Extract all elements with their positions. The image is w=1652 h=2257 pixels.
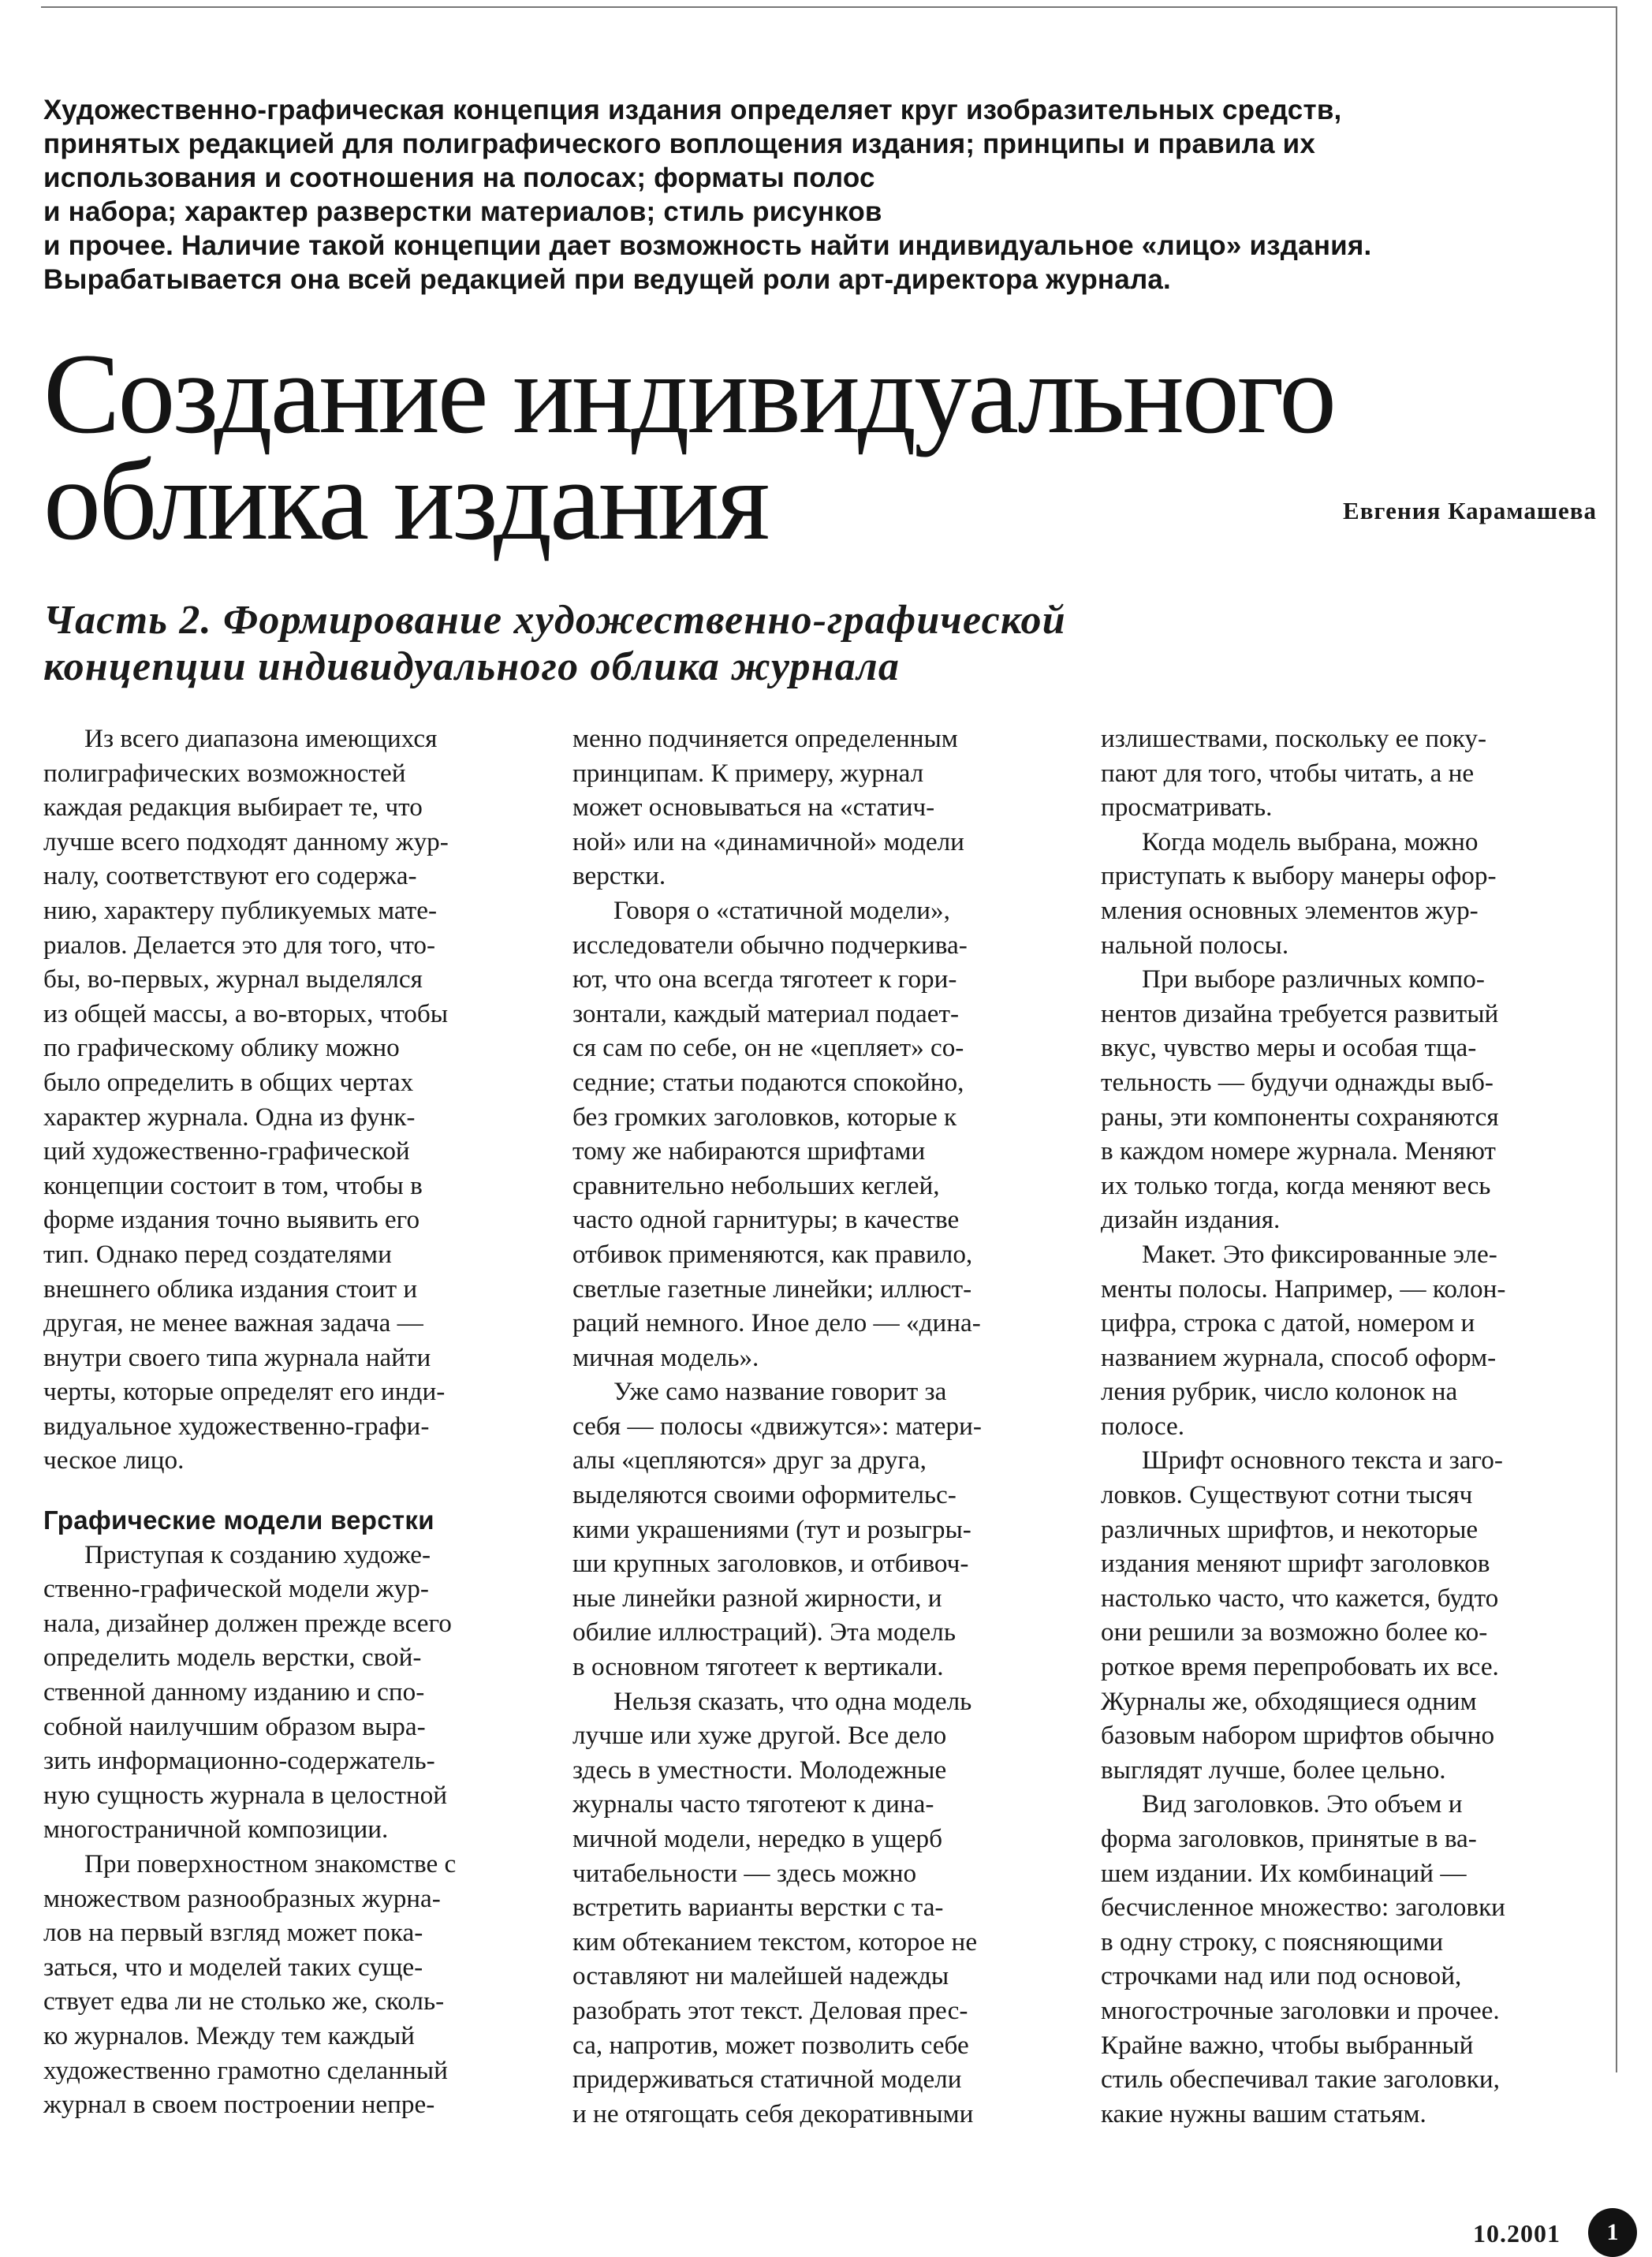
body-text-line: са, напротив, может позволить себе xyxy=(572,2030,969,2060)
issue-date: 10.2001 xyxy=(1473,2219,1561,2248)
body-text-line: При выборе различных компо- xyxy=(1142,964,1485,994)
body-text-line: часто одной гарнитуры; в качестве xyxy=(572,1205,960,1235)
paragraph-gap xyxy=(43,1478,540,1489)
body-text-line: ши крупных заголовков, и отбивоч- xyxy=(572,1549,969,1579)
body-text-line: дизайн издания. xyxy=(1101,1205,1281,1235)
body-text-line: нию, характеру публикуемых мате- xyxy=(43,895,438,925)
article-title-line: Создание индивидуального xyxy=(43,330,1335,457)
lead-line: и прочее. Наличие такой концепции дает возможность найти индивидуальное «лицо» издания. xyxy=(43,230,1372,261)
body-text-line: Уже само название говорит за xyxy=(613,1377,947,1407)
body-text-line: придерживаться статичной модели xyxy=(572,2065,962,2095)
body-text-line: отбивок применяются, как правило, xyxy=(572,1239,973,1269)
body-text-line: в основном тяготеет к вертикали. xyxy=(572,1652,944,1682)
body-text-line: разобрать этот текст. Деловая прес- xyxy=(572,1995,968,2025)
body-text-line: ственной данному изданию и спо- xyxy=(43,1677,425,1707)
page-number-badge: 1 xyxy=(1588,2208,1637,2257)
section-heading: Графические модели верстки xyxy=(43,1505,434,1535)
body-text-line: характер журнала. Одна из функ- xyxy=(43,1102,416,1132)
lead-paragraph xyxy=(43,93,1589,297)
body-text-line: по графическому облику можно xyxy=(43,1033,400,1063)
body-text-line: строчками над или под основой, xyxy=(1101,1961,1462,1991)
body-text-line: определить модель верстки, свой- xyxy=(43,1643,422,1673)
body-text-line: выделяются своими оформительс- xyxy=(572,1480,957,1510)
body-text-line: седние; статьи подаются спокойно, xyxy=(572,1067,964,1097)
body-text-line: ческое лицо. xyxy=(43,1446,185,1475)
body-text-line: оставляют ни малейшей надежды xyxy=(572,1961,949,1991)
body-text-line: заться, что и моделей таких суще- xyxy=(43,1952,423,1982)
body-text-line: принципам. К примеру, журнал xyxy=(572,758,924,788)
body-text-line: ную сущность журнала в целостной xyxy=(43,1780,448,1810)
body-text-line: лучше всего подходят данному жур- xyxy=(43,826,449,856)
body-text-line: их только тогда, когда меняют весь xyxy=(1101,1170,1491,1200)
body-text-line: видуальное художественно-графи- xyxy=(43,1411,430,1441)
body-text-line: ций художественно-графической xyxy=(43,1136,410,1166)
body-text-line: себя — полосы «движутся»: матери- xyxy=(572,1411,982,1441)
body-text-line: светлые газетные линейки; иллюст- xyxy=(572,1274,972,1304)
lead-line: и набора; характер разверстки материалов; стиль рисунков xyxy=(43,196,882,227)
body-text-line: цифра, строка с датой, номером и xyxy=(1101,1308,1475,1338)
body-text-line: роткое время перепробовать их все. xyxy=(1101,1652,1499,1682)
body-text-line: каждая редакция выбирает те, что xyxy=(43,793,423,823)
page-frame-right-rule xyxy=(1616,6,1617,2072)
lead-line: Вырабатывается она всей редакцией при ведущей роли арт-директора журнала. xyxy=(43,264,1171,295)
body-text-line: и не отягощать себя декоративными xyxy=(572,2098,974,2128)
body-text-line: внутри своего типа журнала найти xyxy=(43,1342,431,1372)
body-text-line: нентов дизайна требуется развитый xyxy=(1101,998,1499,1028)
body-text-line: настолько часто, что кажется, будто xyxy=(1101,1583,1499,1613)
body-text-line: Макет. Это фиксированные эле- xyxy=(1142,1239,1497,1269)
body-text-line: многостраничной композиции. xyxy=(43,1815,389,1845)
body-text-line: Приступая к созданию художе- xyxy=(84,1539,431,1569)
body-text-line: ловков. Существуют сотни тысяч xyxy=(1101,1480,1473,1510)
body-text-line: из общей массы, а во-вторых, чтобы xyxy=(43,998,449,1028)
body-text-line: стиль обеспечивал такие заголовки, xyxy=(1101,2065,1500,2095)
body-text-line: в каждом номере журнала. Меняют xyxy=(1101,1136,1496,1166)
body-text-line: лучше или хуже другой. Все дело xyxy=(572,1721,947,1751)
body-text-line: исследователи обычно подчеркива- xyxy=(572,930,968,960)
body-text-line: ко журналов. Между тем каждый xyxy=(43,2020,415,2050)
article-subtitle xyxy=(43,597,1463,690)
body-text-line: сравнительно небольших кеглей, xyxy=(572,1170,940,1200)
body-text-line: выглядят лучше, более цельно. xyxy=(1101,1755,1446,1785)
body-text-line: собной наилучшим образом выра- xyxy=(43,1711,426,1741)
body-text-line: Когда модель выбрана, можно xyxy=(1142,826,1479,856)
body-text-line: тельность — будучи однажды выб- xyxy=(1101,1067,1494,1097)
body-text-line: ся сам по себе, он не «цепляет» со- xyxy=(572,1033,964,1063)
body-text-line: журналы часто тяготеют к дина- xyxy=(572,1789,934,1819)
body-text-line: бы, во-первых, журнал выделялся xyxy=(43,964,423,994)
body-text-line: черты, которые определят его инди- xyxy=(43,1377,446,1407)
body-text-line: многострочные заголовки и прочее. xyxy=(1101,1995,1500,2025)
body-text-line: ствует едва ли не столько же, сколь- xyxy=(43,1987,445,2016)
body-text-line: ют, что она всегда тяготеет к гори- xyxy=(572,964,957,994)
body-text-line: полиграфических возможностей xyxy=(43,758,406,788)
body-text-line: нальной полосы. xyxy=(1101,930,1289,960)
body-text-line: раций немного. Иное дело — «дина- xyxy=(572,1308,981,1338)
body-text-line: Говоря о «статичной модели», xyxy=(613,895,950,925)
lead-line: Художественно-графическая концепция издания определяет круг изобразительных средств, xyxy=(43,95,1342,125)
body-text-line: Крайне важно, чтобы выбранный xyxy=(1101,2030,1474,2060)
body-text-line: ные линейки разной жирности, и xyxy=(572,1583,942,1613)
lead-line: использования и соотношения на полосах; форматы полос xyxy=(43,162,875,193)
body-text-line: читабельности — здесь можно xyxy=(572,1858,917,1888)
body-text-line: было определить в общих чертах xyxy=(43,1067,414,1097)
body-text-line: тип. Однако перед создателями xyxy=(43,1239,392,1269)
body-text-line: встретить варианты верстки с та- xyxy=(572,1893,944,1923)
body-text-line: различных шрифтов, и некоторые xyxy=(1101,1514,1479,1544)
body-text-line: вкус, чувство меры и особая тща- xyxy=(1101,1033,1477,1063)
body-text-line: мичной модели, нередко в ущерб xyxy=(572,1824,942,1853)
body-text-line: множеством разнообразных журна- xyxy=(43,1883,441,1913)
body-text-line: менты полосы. Например, — колон- xyxy=(1101,1274,1506,1304)
body-text-line: шем издании. Их комбинаций — xyxy=(1101,1858,1467,1888)
body-text-line: базовым набором шрифтов обычно xyxy=(1101,1721,1495,1751)
body-text-line: ким обтеканием текстом, которое не xyxy=(572,1927,978,1957)
body-text-line: зить информационно-содержатель- xyxy=(43,1746,435,1776)
body-text-line: мичная модель». xyxy=(572,1342,759,1372)
body-text-line: нала, дизайнер должен прежде всего xyxy=(43,1608,452,1638)
body-text-line: журнал в своем построении непре- xyxy=(43,2090,435,2120)
body-text-line: может основываться на «статич- xyxy=(572,793,935,823)
body-text-line: Из всего диапазона имеющихся xyxy=(84,724,438,753)
article-title-line: облика издания xyxy=(43,436,768,564)
page-frame-top-rule xyxy=(41,6,1617,8)
body-text-line: ственно-графической модели жур- xyxy=(43,1574,429,1604)
body-text-line: ления рубрик, число колонок на xyxy=(1101,1377,1458,1407)
body-text-line: концепции состоит в том, чтобы в xyxy=(43,1170,423,1200)
text-column-1 xyxy=(43,722,540,2122)
body-text-line: Шрифт основного текста и заго- xyxy=(1142,1446,1503,1475)
body-text-line: Вид заголовков. Это объем и xyxy=(1142,1789,1463,1819)
body-text-line: При поверхностном знакомстве с xyxy=(84,1849,457,1878)
body-text-line: бесчисленное множество: заголовки xyxy=(1101,1893,1505,1923)
article-subtitle-line: Часть 2. Формирование художественно-графической xyxy=(43,598,1066,643)
body-text-line: Нельзя сказать, что одна модель xyxy=(613,1686,972,1716)
body-text-line: в одну строку, с поясняющими xyxy=(1101,1927,1444,1957)
body-text-line: без громких заголовков, которые к xyxy=(572,1102,957,1132)
text-column-2 xyxy=(572,722,1069,2131)
author-name: Евгения Карамашева xyxy=(1343,497,1597,524)
body-text-line: художественно грамотно сделанный xyxy=(43,2055,448,2085)
body-text-line: верстки. xyxy=(572,861,666,891)
body-text-line: налу, соответствуют его содержа- xyxy=(43,861,417,891)
body-text-line: внешнего облика издания стоит и xyxy=(43,1274,418,1304)
body-text-line: просматривать. xyxy=(1101,793,1273,823)
body-text-line: Журналы же, обходящиеся одним xyxy=(1101,1686,1477,1716)
body-text-line: алы «цепляются» друг за друга, xyxy=(572,1446,927,1475)
article-subtitle-line: концепции индивидуального облика журнала xyxy=(43,644,901,689)
body-text-line: форма заголовков, принятые в ва- xyxy=(1101,1824,1477,1853)
body-text-line: зонтали, каждый материал подает- xyxy=(572,998,960,1028)
body-text-line: обилие иллюстраций). Эта модель xyxy=(572,1617,956,1647)
body-text-line: ной» или на «динамичной» модели xyxy=(572,826,964,856)
body-text-line: форме издания точно выявить его xyxy=(43,1205,420,1235)
body-text-line: какие нужны вашим статьям. xyxy=(1101,2098,1426,2128)
body-text-line: здесь в уместности. Молодежные xyxy=(572,1755,947,1785)
body-text-line: риалов. Делается это для того, что- xyxy=(43,930,436,960)
body-text-line: названием журнала, способ оформ- xyxy=(1101,1342,1497,1372)
body-text-line: мления основных элементов жур- xyxy=(1101,895,1479,925)
body-text-line: лов на первый взгляд может пока- xyxy=(43,1918,423,1948)
body-text-line: кими украшениями (тут и розыгры- xyxy=(572,1514,971,1544)
lead-line: принятых редакцией для полиграфического воплощения издания; принципы и правила их xyxy=(43,129,1316,159)
body-text-line: раны, эти компоненты сохраняются xyxy=(1101,1102,1499,1132)
body-text-line: издания меняют шрифт заголовков xyxy=(1101,1549,1490,1579)
body-text-line: они решили за возможно более ко- xyxy=(1101,1617,1488,1647)
body-text-line: полосе. xyxy=(1101,1411,1185,1441)
body-text-line: приступать к выбору манеры офор- xyxy=(1101,861,1497,891)
article-title xyxy=(43,330,1384,564)
body-text-line: пают для того, чтобы читать, а не xyxy=(1101,758,1475,788)
body-text-line: другая, не менее важная задача — xyxy=(43,1308,423,1338)
body-text-line: излишествами, поскольку ее поку- xyxy=(1101,724,1487,753)
body-text-line: тому же набираются шрифтами xyxy=(572,1136,926,1166)
body-text-line: менно подчиняется определенным xyxy=(572,724,958,753)
text-column-3 xyxy=(1101,722,1598,2131)
